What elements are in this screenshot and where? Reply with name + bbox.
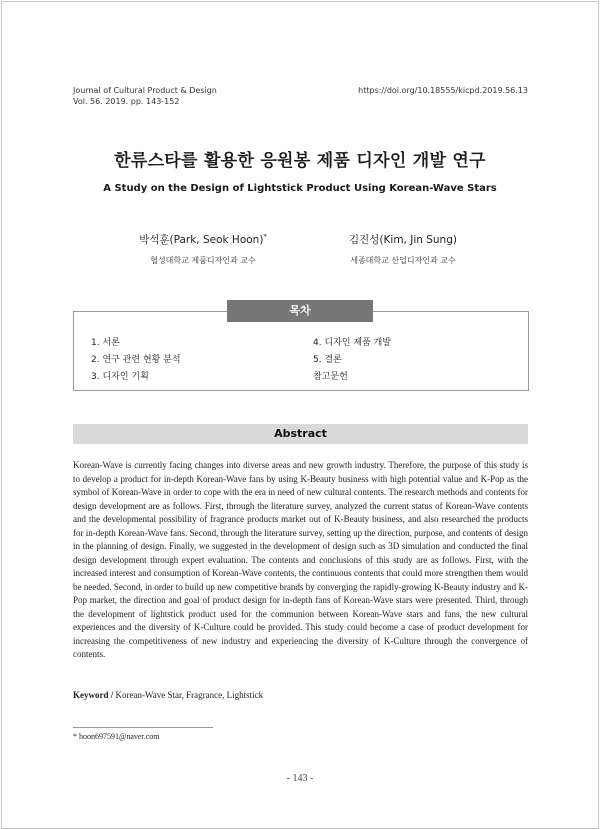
toc-item: 참고문헌 (313, 372, 348, 382)
author-1-name: 박석훈(Park, Seok Hoon) (139, 234, 264, 246)
journal-header (73, 86, 217, 107)
toc-item: 2. 연구 관련 현황 분석 (91, 355, 181, 365)
title-korean: 한류스타를 활용한 응원봉 제품 디자인 개발 연구 (114, 151, 486, 171)
toc-label: 목차 (227, 300, 373, 322)
page-number: - 143 - (286, 773, 314, 784)
journal-name: Journal of Cultural Product & Design (73, 86, 217, 95)
toc-item: 4. 디자인 제품 개발 (313, 338, 392, 348)
author-2 (308, 232, 498, 266)
abstract-heading: Abstract (73, 424, 528, 444)
keyword-line (73, 690, 263, 700)
page-border (1, 1, 599, 829)
author-2-affiliation: 세종대학교 산업디자인과 교수 (350, 256, 456, 265)
toc-item: 5. 결론 (313, 355, 342, 365)
doi-link[interactable]: https://doi.org/10.18555/kicpd.2019.56.13 (358, 86, 528, 95)
toc-item: 3. 디자인 기획 (91, 372, 149, 382)
author-2-name: 김진성(Kim, Jin Sung) (349, 234, 457, 246)
author-1-mark: * (263, 232, 267, 241)
keyword-label: Keyword / (73, 690, 114, 700)
keyword-value: Korean-Wave Star, Fragrance, Lightstick (115, 690, 264, 700)
journal-volume: Vol. 56. 2019. pp. 143-152 (73, 96, 180, 106)
author-1 (108, 232, 298, 266)
toc-item: 1. 서론 (91, 338, 120, 348)
title-english: A Study on the Design of Lightstick Product Using Korean-Wave Stars (103, 183, 497, 194)
author-1-affiliation: 협성대학교 제품디자인과 교수 (150, 256, 256, 265)
footnote-divider (73, 727, 213, 728)
abstract-text: Korean-Wave is currently facing changes into diverse areas and new growth industry. Therefore, the purpose of this study is to develop a product for in-depth Korean-Wave fans by using K-Beauty business with high potential value and K-Pop as the symbol of Korean-Wave in order to cope with the era in need of new cultural contents. The research methods and contents for design development are as follows. First, through the literature survey, analyzed the current status of Korean-Wave contents and the developmental possibility of fragrance products market out of K-Beauty business, and also researched the products for in-depth Korean-Wave fans. Second, through the literature survey, setting up the direction, purpose, and contents of design in the planning of design. Finally, we suggested in the development of design such as 3D simulation and conducted the final design development through expert evaluation. The contents and conclusions of this study are as follows. First, with the increased interest and consumption of Korean-Wave contents, the continuous contents that could more strengthen them would be needed. Second, in order to build up new competitive brands by converging the rapidly-growing K-Beauty industry and K-Pop market, the direction and goal of product design for in-depth fans of Korean-Wave stars were presented. Third, through the development of lightstick product used for the communion between Korean-Wave stars and fans, the new cultural experiences and the diversity of K-Culture could be provided. This study could become a case of product development for increasing the competitiveness of new industry and experiencing the diversity of K-Culture through the convergence of contents. (73, 460, 528, 659)
footnote-email: * hoon697591@naver.com (73, 732, 160, 741)
